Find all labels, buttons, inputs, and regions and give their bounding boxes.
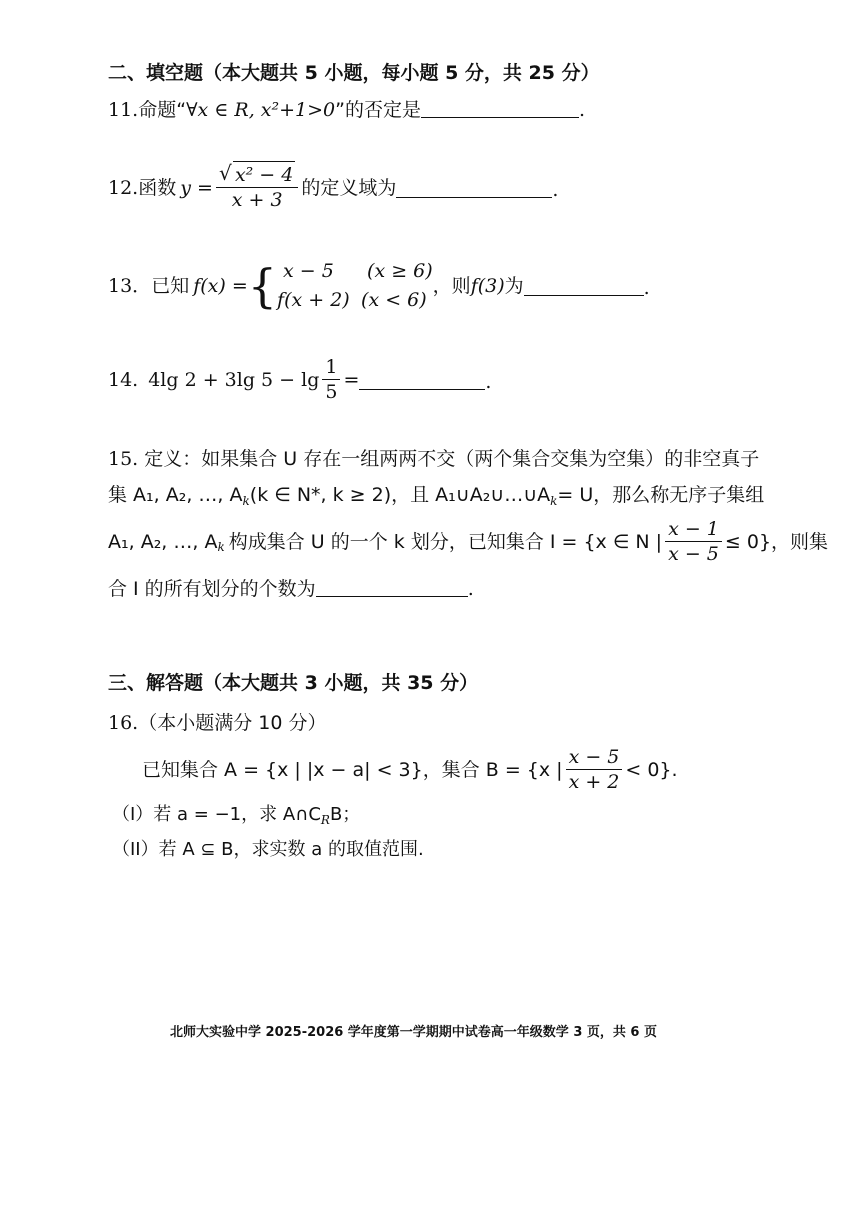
question-number: 11.: [108, 99, 139, 121]
question-text: 的定义域为: [301, 176, 397, 199]
section-heading-answer: 三、解答题（本大题共 3 小题，共 35 分）: [108, 672, 479, 694]
numerator: x − 1: [665, 520, 722, 542]
question-text: （II）若 A ⊆ B，求实数 a 的取值范围.: [112, 839, 424, 860]
subscript: R: [320, 813, 330, 827]
radicand: x² − 4: [233, 161, 295, 186]
question-text: 为: [504, 274, 524, 297]
score-note: （本小题满分 10 分）: [138, 712, 327, 734]
section-heading-fill-in: 二、填空题（本大题共 5 小题，每小题 5 分，共 25 分）: [108, 62, 600, 84]
question-16-part-1: [112, 806, 360, 826]
question-text: 已知集合 A = {x | |x − a| < 3}，集合 B = {x |: [142, 758, 563, 781]
question-13: 13． 已知 f(x) = { x − 5 (x ≥ 6) f(x + 2) (x < 6) ，则 f(3) 为 .: [108, 259, 650, 313]
denominator: x + 2: [568, 771, 620, 793]
math-expression: f(x) =: [193, 274, 248, 297]
answer-blank[interactable]: [396, 196, 552, 198]
question-text: ，则: [432, 274, 471, 297]
question-text: 合 I 的所有划分的个数为: [108, 578, 316, 600]
left-brace: {: [247, 259, 278, 313]
question-text: = U，那么称无序子集组: [557, 484, 765, 506]
question-text: ≤ 0}，则集: [724, 530, 829, 553]
numerator: 1: [322, 358, 340, 380]
question-number: 13．: [108, 274, 152, 297]
math-expression: f(3): [470, 274, 505, 297]
question-text: A₁, A₂, …, A: [108, 530, 218, 553]
question-number: 12.: [108, 176, 139, 199]
equals-sign: =: [343, 368, 360, 391]
question-text: （I）若 a = −1，求 A∩C: [112, 804, 321, 825]
answer-blank[interactable]: [421, 116, 579, 118]
case-expression: x − 5: [283, 260, 334, 282]
fraction: [322, 358, 340, 402]
answer-blank[interactable]: [359, 388, 485, 390]
case-expression: f(x + 2): [277, 289, 350, 311]
question-text: 构成集合 U 的一个 k 划分，已知集合 I = {x ∈ N |: [228, 530, 663, 553]
question-text: 定义：如果集合 U 存在一组两两不交（两个集合交集为空集）的非空真子: [144, 448, 760, 470]
question-number: 15.: [108, 448, 139, 470]
question-14: 14. 4lg 2 + 3lg 5 − lg $\frac{1}{5}$ = .: [108, 356, 492, 403]
question-text: ”的否定是: [335, 99, 421, 121]
piecewise-cases: [277, 262, 433, 310]
question-15-line-4: 合 I 的所有划分的个数为 .: [108, 578, 474, 600]
question-15-line-3: A₁, A₂, …, A $_k$ 构成集合 U 的一个 k 划分，已知集合 I = {x ∈ N | $\frac{x - 1}{x - 5}$ ≤ 0}，则集: [108, 518, 829, 565]
question-15-line-2: 集 A₁, A₂, …, $A_k(k$ ∈ N*, k ≥ 2)，且 $A_1\cup A_2\cup\dots\cup A_k= U$，那么称无序子集组: [108, 484, 765, 508]
denominator: 5: [325, 381, 338, 403]
question-15-line-1: [108, 450, 759, 469]
case-condition: (x < 6): [361, 289, 427, 311]
question-text: < 0}.: [625, 758, 678, 781]
answer-blank[interactable]: [316, 595, 468, 597]
math-expression: 4lg 2 + 3lg 5 − lg: [148, 368, 320, 391]
question-number: 14.: [108, 368, 139, 391]
fraction: √ x² − 4 x + 3: [216, 166, 298, 210]
case-condition: (x ≥ 6): [367, 260, 433, 282]
question-16-part-2: [112, 841, 424, 859]
question-number: 16.: [108, 712, 139, 734]
denominator: x − 5: [668, 543, 719, 565]
question-text: B；: [329, 804, 361, 825]
math-expression: y =: [180, 176, 213, 199]
denominator: x + 3: [231, 189, 283, 211]
question-text: 已知: [151, 274, 190, 297]
numerator: x − 5: [566, 748, 623, 770]
question-text: 集 A₁, A₂, …, A: [108, 484, 243, 506]
question-11: 11.命题“∀x ∈ R, x²+1>0”的否定是 .: [108, 99, 586, 121]
fraction: [665, 520, 722, 564]
fraction: [566, 748, 623, 792]
question-12: 12. 函数 y = √ x² − 4 x + 3 的定义域为 .: [108, 161, 559, 211]
question-16-header: [108, 714, 326, 733]
math-expression: ∀x ∈ R, x²+1>0: [186, 99, 336, 121]
question-16-given: [142, 748, 678, 792]
question-text: 命题“: [138, 99, 187, 121]
answer-blank[interactable]: [524, 294, 644, 296]
question-text: 函数: [138, 176, 177, 199]
page-footer: 北师大实验中学 2025-2026 学年度第一学期期中试卷高一年级数学 3 页，共 6 页: [170, 1025, 658, 1040]
question-text: (k ∈ N*, k ≥ 2)，且 A₁∪A₂∪…∪A: [249, 484, 551, 506]
